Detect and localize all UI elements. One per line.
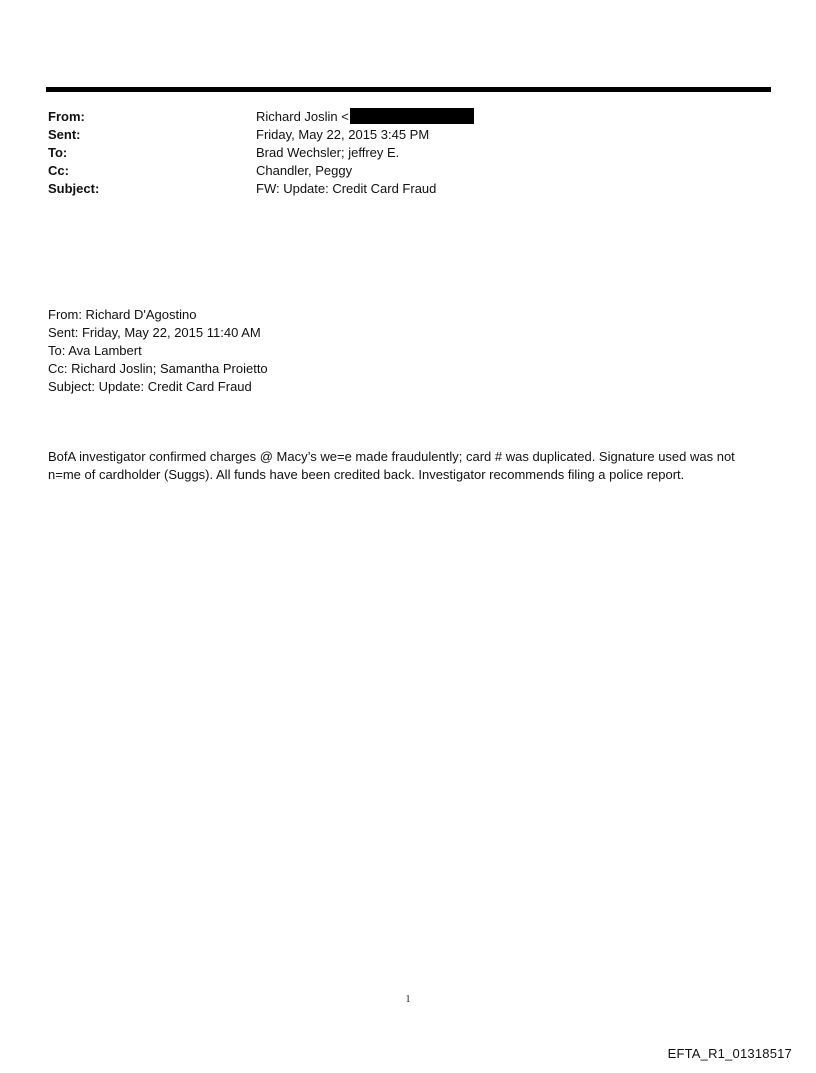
page-number: 1 <box>405 994 411 1005</box>
message-line-1: BofA investigator confirmed charges @ Macy’s we=e made fraudulently; card # was duplicated. Signature used was not <box>48 449 735 464</box>
from-value <box>256 108 474 126</box>
email-header <box>48 108 768 198</box>
sent-value: Friday, May 22, 2015 3:45 PM <box>256 127 430 142</box>
to-row <box>48 144 768 162</box>
to-value: Brad Wechsler; jeffrey E. <box>256 145 400 160</box>
document-id: EFTA_R1_01318517 <box>667 1046 792 1061</box>
cc-row <box>48 162 768 180</box>
forwarded-to: To: Ava Lambert <box>48 343 142 358</box>
subject-row <box>48 180 768 198</box>
from-label: From: <box>48 109 85 124</box>
forwarded-sent: Sent: Friday, May 22, 2015 11:40 AM <box>48 325 261 340</box>
cc-label: Cc: <box>48 163 69 178</box>
forwarded-header <box>48 306 268 396</box>
sent-label: Sent: <box>48 127 81 142</box>
forwarded-from: From: Richard D'Agostino <box>48 307 197 322</box>
from-row <box>48 108 768 126</box>
header-rule <box>46 87 771 92</box>
sent-row <box>48 126 768 144</box>
subject-label: Subject: <box>48 181 100 196</box>
from-sender: Richard Joslin < <box>256 109 349 124</box>
message-body <box>48 448 773 484</box>
subject-value: FW: Update: Credit Card Fraud <box>256 181 437 196</box>
to-label: To: <box>48 145 68 160</box>
redaction-block <box>350 108 474 124</box>
forwarded-subject: Subject: Update: Credit Card Fraud <box>48 379 252 394</box>
cc-value: Chandler, Peggy <box>256 163 353 178</box>
forwarded-cc: Cc: Richard Joslin; Samantha Proietto <box>48 361 268 376</box>
message-line-2: n=me of cardholder (Suggs). All funds have been credited back. Investigator recommends filing a police report. <box>48 467 685 482</box>
